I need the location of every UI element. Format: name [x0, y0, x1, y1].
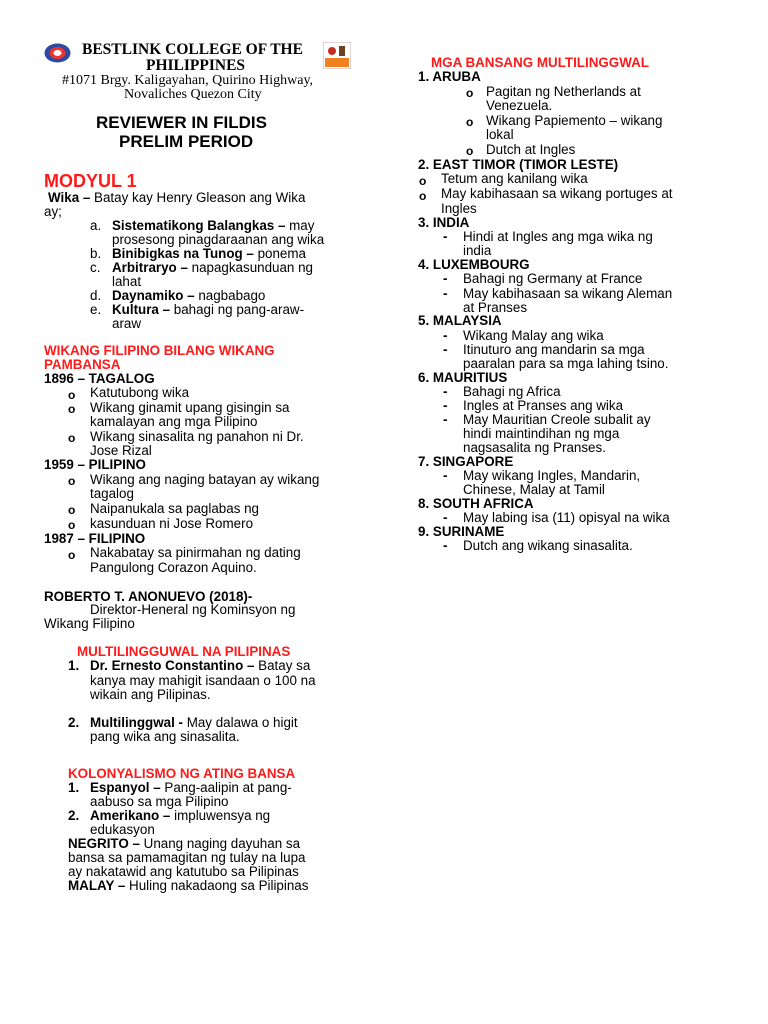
list-item-cont: nagsasalita ng Pranses.: [463, 440, 606, 455]
bullet-dash: -: [443, 286, 448, 301]
bullet-dash: -: [443, 538, 448, 553]
bullet-dash: -: [443, 468, 448, 483]
list-item: Wikang Malay ang wika: [463, 328, 604, 343]
bullet-o: o: [68, 388, 76, 402]
bullet-o: o: [466, 144, 474, 158]
bullet-dash: -: [443, 328, 448, 343]
multi-item: Dr. Ernesto Constantino – Batay sa: [90, 658, 311, 673]
country-luxembourg: 4. LUXEMBOURG: [418, 257, 530, 272]
trait-item-cont: prosesong pinagdaraanan ang wika: [112, 232, 325, 247]
list-number: 2.: [68, 715, 80, 730]
section-bansang-multilinggwal-heading: MGA BANSANG MULTILINGGWAL: [431, 55, 649, 70]
list-item: kasunduan ni Jose Romero: [90, 516, 254, 531]
bullet-o: o: [419, 189, 427, 203]
school-name-line1: BESTLINK COLLEGE OF THE: [82, 41, 303, 58]
bullet-dash: -: [443, 384, 448, 399]
trait-marker: b.: [90, 246, 102, 261]
list-item: May Mauritian Creole subalit ay: [463, 412, 651, 427]
list-item: Bahagi ng Africa: [463, 384, 561, 399]
trait-marker: c.: [90, 260, 101, 275]
bullet-o: o: [68, 503, 76, 517]
list-item: Tetum ang kanilang wika: [441, 171, 588, 186]
kolon-item-cont: edukasyon: [90, 822, 155, 837]
trait-item: Arbitraryo – napagkasunduan ng: [112, 260, 313, 275]
year-1896: 1896 – TAGALOG: [44, 371, 155, 386]
multi-item: Multilinggwal - May dalawa o higit: [90, 715, 298, 730]
country-mauritius: 6. MAURITIUS: [418, 370, 508, 385]
multi-item-cont: pang wika ang sinasalita.: [90, 729, 240, 744]
list-item-cont: india: [463, 243, 492, 258]
kolon-item-cont: aabuso sa mga Pilipino: [90, 794, 229, 809]
kolon-item: Espanyol – Pang-aalipin at pang-: [90, 780, 292, 795]
trait-marker: d.: [90, 288, 102, 303]
address-line2: Novaliches Quezon City: [124, 87, 262, 102]
trait-marker: e.: [90, 302, 102, 317]
bullet-o: o: [466, 115, 474, 129]
bullet-o: o: [68, 548, 76, 562]
list-item: Wikang sinasalita ng panahon ni Dr.: [90, 429, 304, 444]
list-item-cont: lokal: [486, 127, 514, 142]
list-item: Ingles at Pranses ang wika: [463, 398, 624, 413]
list-item: Nakabatay sa pinirmahan ng dating: [90, 545, 301, 560]
country-suriname: 9. SURINAME: [418, 524, 505, 539]
list-item-cont: kamalayan ang mga Pilipino: [90, 414, 258, 429]
list-number: 1.: [68, 780, 80, 795]
list-item: Wikang Papiemento – wikang: [486, 113, 663, 128]
list-number: 2.: [68, 808, 80, 823]
trait-item-cont: araw: [112, 316, 142, 331]
multi-item-cont: kanya may mahigit isandaan o 100 na: [90, 673, 316, 688]
list-item-cont: Venezuela.: [486, 98, 553, 113]
bullet-dash: -: [443, 271, 448, 286]
list-item: Naipanukala sa paglabas ng: [90, 501, 259, 516]
list-item-cont: Pangulong Corazon Aquino.: [90, 560, 257, 575]
list-item: Dutch ang wikang sinasalita.: [463, 538, 633, 553]
list-item: Itinuturo ang mandarin sa mga: [463, 342, 645, 357]
bullet-o: o: [68, 431, 76, 445]
multi-item-cont: wikain ang Pilipinas.: [90, 687, 211, 702]
list-number: 1.: [68, 658, 80, 673]
section-kolonyalismo-heading: KOLONYALISMO NG ATING BANSA: [68, 766, 296, 781]
school-logo-right: [323, 42, 351, 69]
list-item-cont: hindi maintindihan ng mga: [463, 426, 620, 441]
section-pambansa-heading-cont: PAMBANSA: [44, 357, 121, 372]
list-item: Wikang ginamit upang gisingin sa: [90, 400, 290, 415]
country-malaysia: 5. MALAYSIA: [418, 313, 502, 328]
bullet-dash: -: [443, 229, 448, 244]
wika-definition-cont: ay;: [44, 204, 62, 219]
section-multilingguwal-heading: MULTILINGGUWAL NA PILIPINAS: [77, 644, 291, 659]
roberto-definition-cont: Wikang Filipino: [44, 616, 135, 631]
list-item-cont: at Pranses: [463, 300, 528, 315]
trait-item-cont: lahat: [112, 274, 142, 289]
list-item: Pagitan ng Netherlands at: [486, 84, 641, 99]
bullet-dash: -: [443, 342, 448, 357]
list-item: May wikang Ingles, Mandarin,: [463, 468, 641, 483]
address-line1: #1071 Brgy. Kaligayahan, Quirino Highway,: [62, 73, 314, 88]
list-item: Dutch at Ingles: [486, 142, 576, 157]
bullet-o: o: [68, 518, 76, 532]
trait-item: Sistematikong Balangkas – may: [112, 218, 315, 233]
year-1987: 1987 – FILIPINO: [44, 531, 146, 546]
section-pambansa-heading: WIKANG FILIPINO BILANG WIKANG: [44, 343, 275, 358]
title-line2: PRELIM PERIOD: [119, 132, 254, 151]
list-item: May kabihasaan sa wikang portuges at: [441, 186, 673, 201]
country-india: 3. INDIA: [418, 215, 470, 230]
negrito-definition-cont: ay nakatawid ang katutubo sa Pilipinas: [68, 864, 299, 879]
school-logo-left: [44, 43, 71, 63]
country-aruba: 1. ARUBA: [418, 69, 481, 84]
title-line1: REVIEWER IN FILDIS: [96, 113, 267, 132]
country-singapore: 7. SINGAPORE: [418, 454, 514, 469]
kolon-item: Amerikano – impluwensya ng: [90, 808, 271, 823]
trait-marker: a.: [90, 218, 102, 233]
bullet-dash: -: [443, 412, 448, 427]
list-item-cont: paaralan para sa mga lahing tsino.: [463, 356, 669, 371]
trait-item: Kultura – bahagi ng pang-araw-: [112, 302, 305, 317]
list-item: Katutubong wika: [90, 385, 190, 400]
modyul-heading: MODYUL 1: [44, 171, 137, 191]
roberto-heading: ROBERTO T. ANONUEVO (2018)-: [44, 589, 253, 604]
list-item: May kabihasaan sa wikang Aleman: [463, 286, 673, 301]
school-name-line2: PHILIPPINES: [146, 57, 246, 74]
roberto-definition: Direktor-Heneral ng Kominsyon ng: [90, 602, 296, 617]
list-item-cont: Ingles: [441, 201, 477, 216]
trait-item: Binibigkas na Tunog – ponema: [112, 246, 306, 261]
trait-item: Daynamiko – nagbabago: [112, 288, 266, 303]
malay-definition: MALAY – Huling nakadaong sa Pilipinas: [68, 878, 309, 893]
country-south-africa: 8. SOUTH AFRICA: [418, 496, 534, 511]
list-item-cont: Chinese, Malay at Tamil: [463, 482, 605, 497]
bullet-o: o: [419, 174, 427, 188]
list-item-cont: tagalog: [90, 486, 134, 501]
country-east-timor: 2. EAST TIMOR (TIMOR LESTE): [418, 157, 619, 172]
list-item: Wikang ang naging batayan ay wikang: [90, 472, 320, 487]
wika-definition: Wika – Batay kay Henry Gleason ang Wika: [48, 190, 306, 205]
negrito-definition-cont: bansa sa pamamagitan ng tulay na lupa: [68, 850, 306, 865]
bullet-dash: -: [443, 398, 448, 413]
bullet-o: o: [68, 474, 76, 488]
bullet-dash: -: [443, 510, 448, 525]
list-item: May labing isa (11) opisyal na wika: [463, 510, 670, 525]
list-item: Bahagi ng Germany at France: [463, 271, 643, 286]
negrito-definition: NEGRITO – Unang naging dayuhan sa: [68, 836, 301, 851]
bullet-o: o: [466, 86, 474, 100]
bullet-o: o: [68, 402, 76, 416]
list-item-cont: Jose Rizal: [90, 443, 152, 458]
list-item: Hindi at Ingles ang mga wika ng: [463, 229, 653, 244]
year-1959: 1959 – PILIPINO: [44, 457, 146, 472]
